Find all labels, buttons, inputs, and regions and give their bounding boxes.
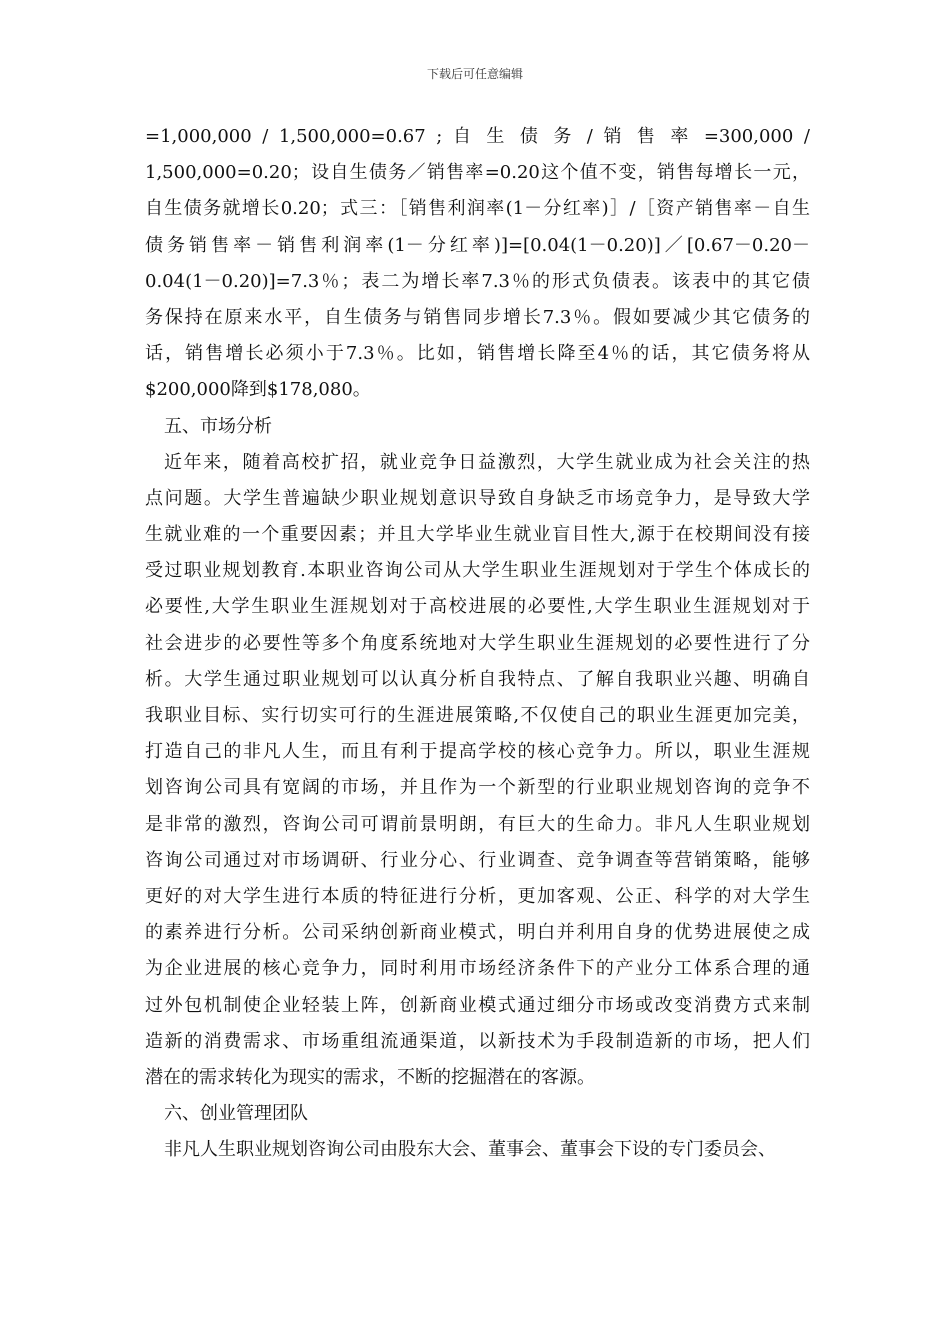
paragraph-first-line: 近年来，随着高校扩招，就业竞争日益激烈，大学生就业成为社会关注的热	[164, 451, 810, 473]
body-line: 划咨询公司具有宽阔的市场，并且作为一个新型的行业职业规划咨询的竞争不	[145, 777, 810, 799]
body-line: 造新的消费需求、市场重组流通渠道，以新技术为手段制造新的市场，把人们	[145, 1030, 810, 1052]
body-line: =1,000,000 / 1,500,000=0.67 ; 自 生 债 务 / 销 售 率 =300,000 /	[145, 126, 810, 147]
body-line: 析。大学生通过职业规划可以认真分析自我特点、了解自我职业兴趣、明确自	[145, 668, 810, 690]
body-line: 打造自己的非凡人生，而且有利于提高学校的核心竞争力。所以，职业生涯规	[145, 741, 810, 763]
body-line: 社会进步的必要性等多个角度系统地对大学生职业生涯规划的必要性进行了分	[145, 632, 810, 654]
body-line: 潜在的需求转化为现实的需求，不断的挖掘潜在的客源。	[145, 1066, 595, 1088]
paragraph-first-line: 非凡人生职业规划咨询公司由股东大会、董事会、董事会下设的专门委员会、	[164, 1139, 776, 1161]
body-line: 为企业进展的核心竞争力，同时利用市场经济条件下的产业分工体系合理的通	[145, 958, 810, 980]
body-line: 必要性,大学生职业生涯规划对于高校进展的必要性,大学生职业生涯规划对于	[145, 596, 810, 618]
body-line: 点问题。大学生普遍缺少职业规划意识导致自身缺乏市场竞争力，是导致大学	[145, 487, 810, 509]
body-line: 受过职业规划教育.本职业咨询公司从大学生职业生涯规划对于学生个体成长的	[145, 560, 810, 582]
body-line: 我职业目标、实行切实可行的生涯进展策略,不仅使自己的职业生涯更加完美，	[145, 705, 810, 726]
body-line: 生就业难的一个重要因素；并且大学毕业生就业盲目性大,源于在校期间没有接	[145, 524, 810, 546]
body-line: 过外包机制使企业轻装上阵，创新商业模式通过细分市场或改变消费方式来制	[145, 994, 810, 1016]
section-heading-management-team: 六、创业管理团队	[164, 1103, 308, 1125]
body-line: 债务销售率－销售利润率(1－分红率)]=[0.04(1－0.20)]／[0.67－0.20－	[145, 234, 810, 256]
body-line: 更好的对大学生进行本质的特征进行分析，更加客观、公正、科学的对大学生	[145, 885, 810, 907]
body-line: 话，销售增长必须小于7.3％。比如，销售增长降至4％的话，其它债务将从	[145, 343, 810, 365]
body-line: 0.04(1－0.20)]=7.3％；表二为增长率7.3％的形式负债表。该表中的其它债	[145, 270, 810, 292]
body-line: 咨询公司通过对市场调研、行业分心、行业调查、竞争调查等营销策略，能够	[145, 849, 810, 871]
document-body	[145, 119, 810, 1168]
section-heading-market-analysis: 五、市场分析	[164, 415, 272, 437]
body-line: 是非常的激烈，咨询公司可谓前景明朗，有巨大的生命力。非凡人生职业规划	[145, 813, 810, 835]
body-line: 自生债务就增长0.20；式三：［销售利润率(1－分红率)］/［资产销售率－自生	[145, 198, 810, 220]
body-line: $200,000降到$178,080。	[145, 379, 371, 401]
body-line: 务保持在原来水平，自生债务与销售同步增长7.3％。假如要减少其它债务的	[145, 306, 810, 328]
body-line: 的素养进行分析。公司采纳创新商业模式，明白并利用自身的优势进展使之成	[145, 922, 810, 944]
body-line: 1,500,000=0.20；设自生债务／销售率=0.20这个值不变，销售每增长一元，	[145, 162, 810, 184]
page-header: 下载后可任意编辑	[426, 67, 523, 81]
